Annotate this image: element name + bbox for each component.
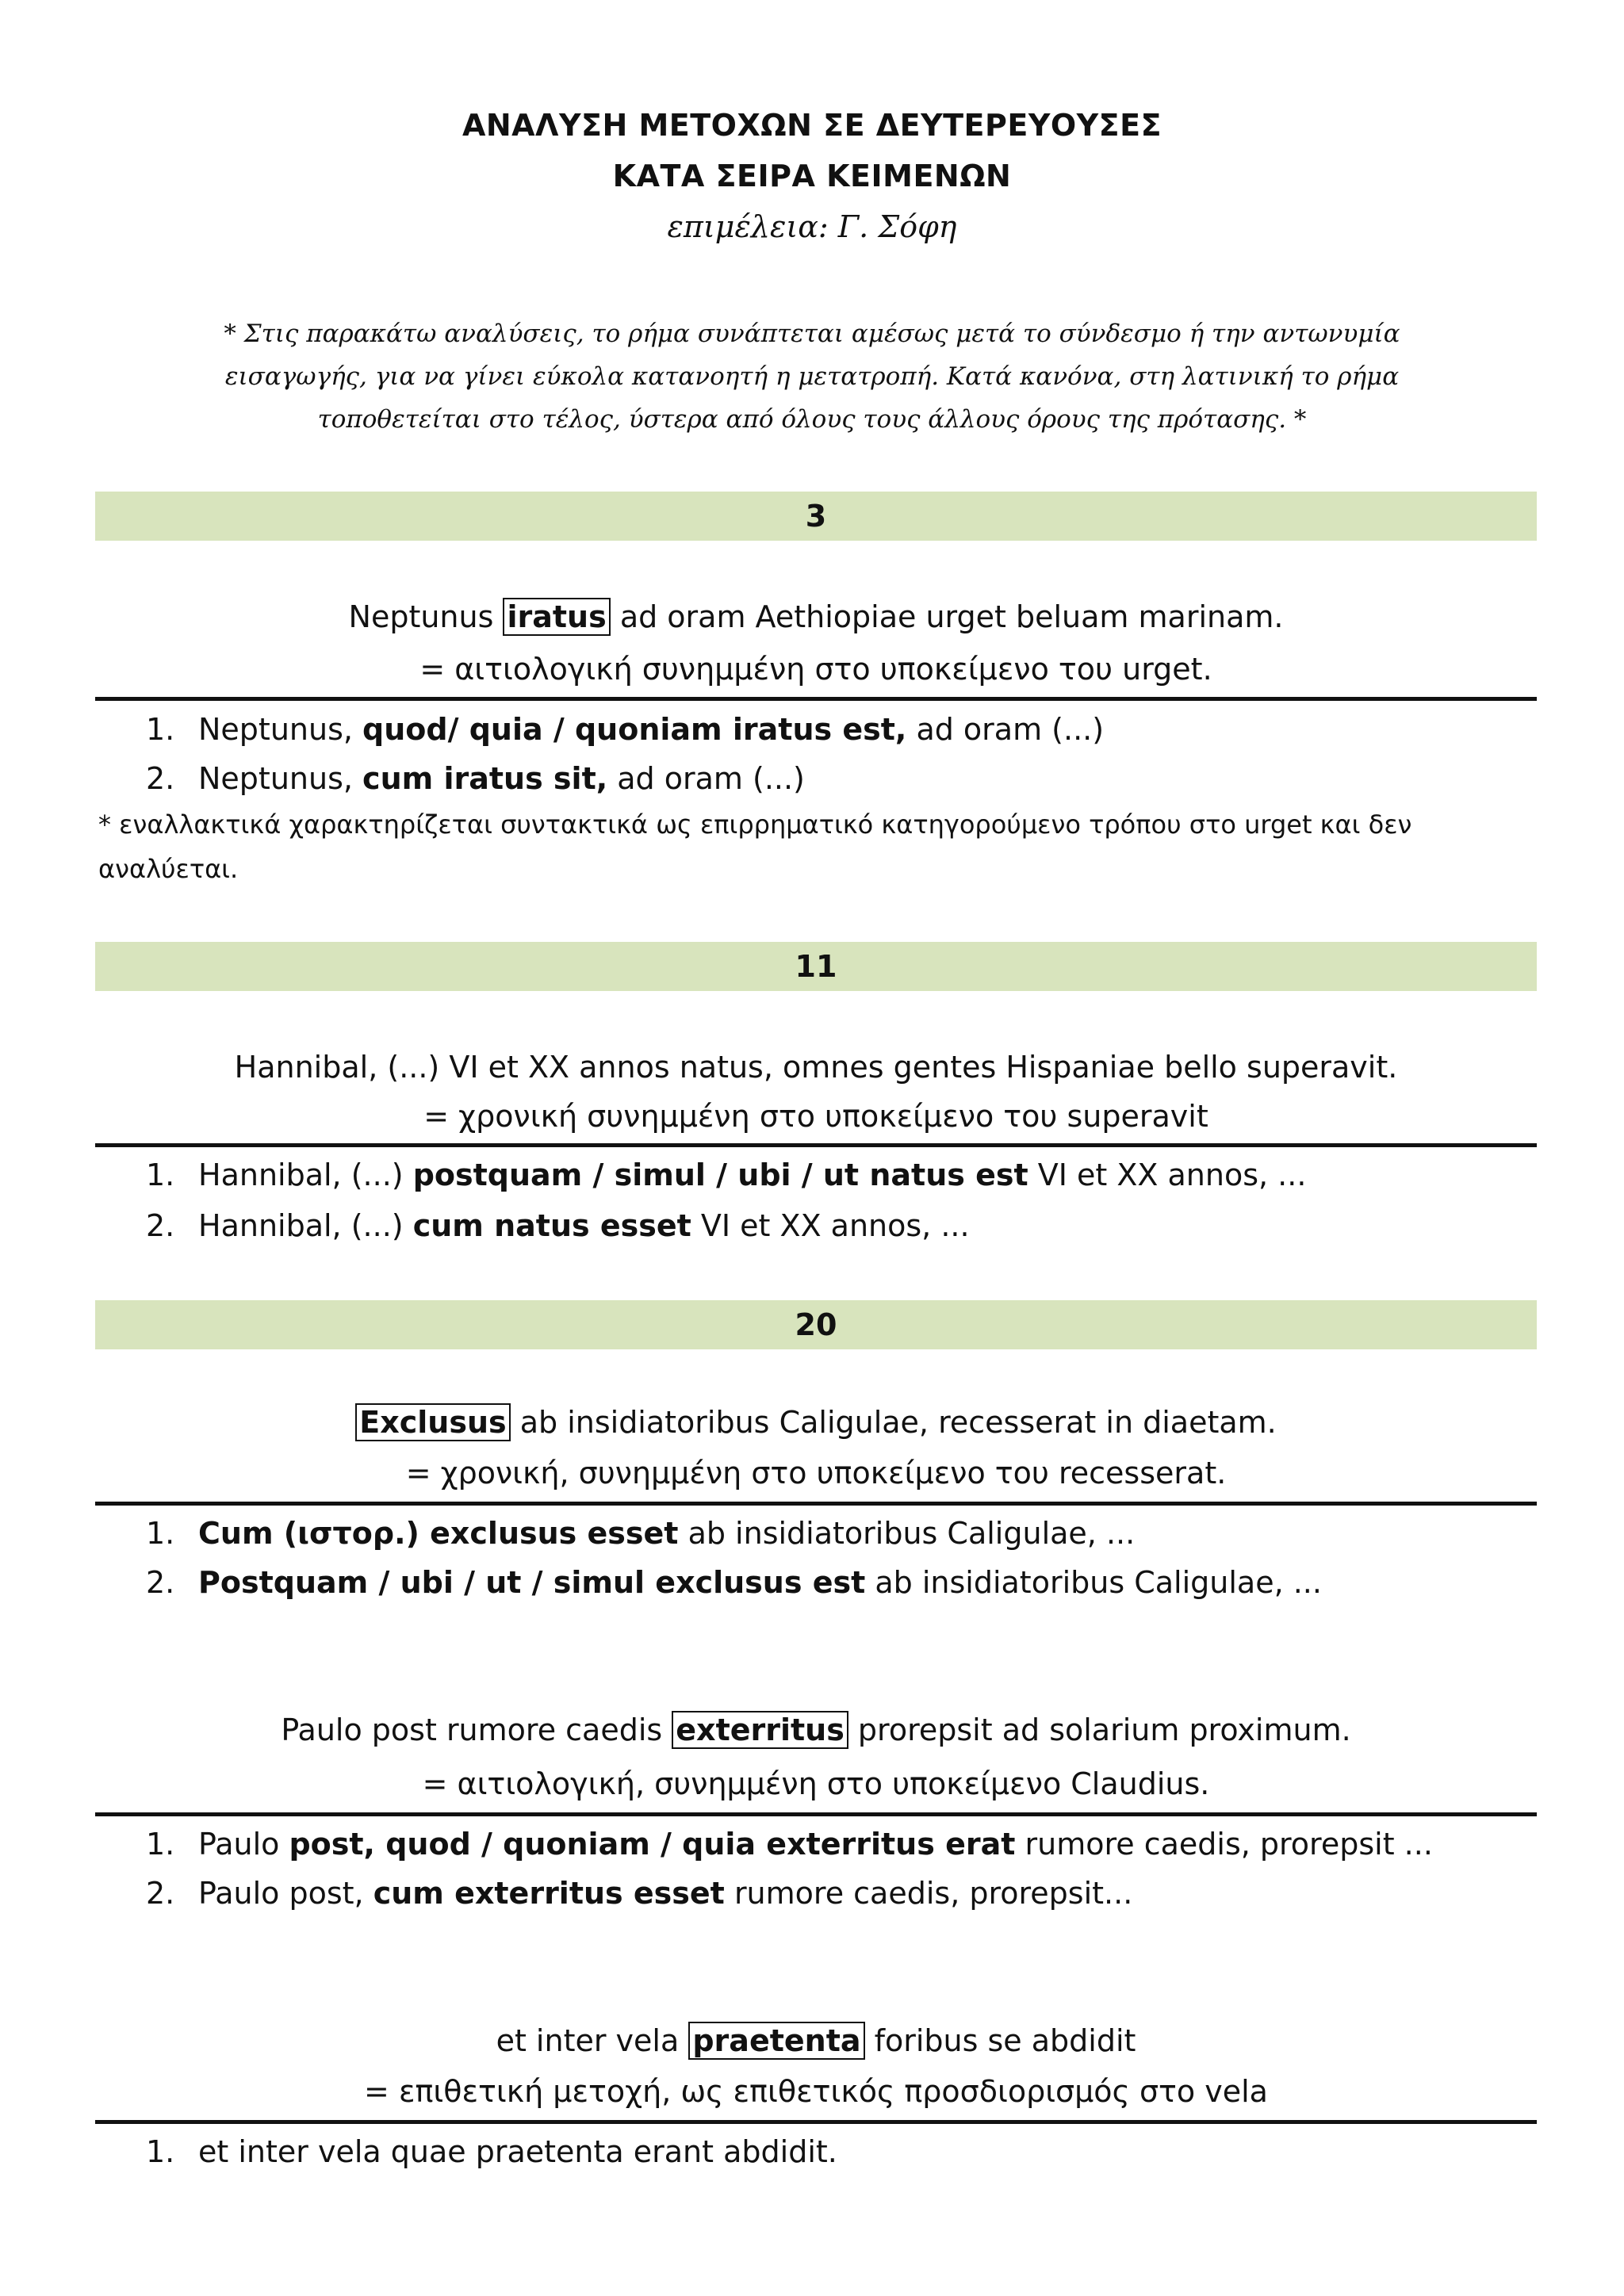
- section-header-11: 11: [95, 942, 1537, 991]
- sentence-text: foribus se abdidit: [864, 2023, 1136, 2058]
- intro-note: * Στις παρακάτω αναλύσεις, το ρήμα συνάπτεται αμέσως μετά το σύνδεσμο ή την αντωνυμία εισαγωγής, για να γίνει εύκολα κατανοητή η μετατροπή. Κατά κανόνα, στη λατινική το ρήμα τοποθετείται στο τέλος, ύστερα από όλους τους άλλους όρους της πρότασης. *: [224, 320, 1400, 434]
- latin-sentence: [95, 2020, 1537, 2061]
- list-item: 1. Cum (ιστορ.) exclusus esset ab insidiatoribus Caligulae, ...: [146, 1513, 1135, 1554]
- list-item: 2. Postquam / ubi / ut / simul exclusus est ab insidiatoribus Caligulae, ...: [146, 1562, 1322, 1603]
- item-number: 2.: [146, 1876, 175, 1911]
- latin-sentence: [95, 596, 1537, 637]
- sentence-text: ab insidiatoribus Caligulae, recesserat in diaetam.: [510, 1405, 1277, 1440]
- boxed-participle: praetenta: [688, 2022, 864, 2060]
- latin-sentence: Hannibal, (...) VI et XX annos natus, omnes gentes Hispaniae bello superavit.: [234, 1050, 1398, 1085]
- sentence-text: ad oram Aethiopiae urget beluam marinam.: [610, 599, 1284, 634]
- participle-analysis: = χρονική, συνημμένη στο υποκείμενο του recesserat.: [405, 1456, 1227, 1490]
- boxed-participle: Exclusus: [355, 1403, 510, 1441]
- participle-analysis: = χρονική συνημμένη στο υποκείμενο του superavit: [423, 1099, 1208, 1134]
- latin-sentence: [95, 1402, 1537, 1443]
- list-item: 2. Hannibal, (...) cum natus esset VI et XX annos, ...: [146, 1205, 970, 1246]
- divider: [95, 697, 1537, 701]
- divider: [95, 1143, 1537, 1147]
- list-item: 1. Hannibal, (...) postquam / simul / ubi / ut natus est VI et XX annos, ...: [146, 1154, 1306, 1196]
- item-number: 1.: [146, 1516, 175, 1551]
- participle-analysis: = αιτιολογική, συνημμένη στο υποκείμενο Claudius.: [422, 1766, 1210, 1801]
- section-header-3: 3: [95, 492, 1537, 541]
- list-item: 1. Paulo post, quod / quoniam / quia exterritus erat rumore caedis, prorepsit ...: [146, 1823, 1433, 1865]
- divider: [95, 1812, 1537, 1816]
- divider: [95, 2120, 1537, 2124]
- latin-sentence: [95, 1709, 1537, 1751]
- participle-analysis: = αιτιολογική συνημμένη στο υποκείμενο του urget.: [419, 652, 1212, 687]
- page-title-line1: ΑΝΑΛΥΣΗ ΜΕΤΟΧΩΝ ΣΕ ΔΕΥΤΕΡΕΥΟΥΣΕΣ: [462, 108, 1162, 143]
- sentence-text: prorepsit ad solarium proximum.: [848, 1712, 1351, 1747]
- footnote: * εναλλακτικά χαρακτηρίζεται συντακτικά ως επιρρηματικό κατηγορούμενο τρόπου στο urget και δεν αναλύεται.: [98, 809, 1412, 884]
- boxed-participle: iratus: [503, 598, 610, 636]
- item-number: 1.: [146, 1158, 175, 1192]
- sentence-text: et inter vela: [496, 2023, 689, 2058]
- list-item: 1. et inter vela quae praetenta erant abdidit.: [146, 2131, 837, 2172]
- item-number: 1.: [146, 1827, 175, 1862]
- item-number: 2.: [146, 1565, 175, 1600]
- list-item: 2. Paulo post, cum exterritus esset rumore caedis, prorepsit...: [146, 1873, 1132, 1914]
- item-number: 1.: [146, 2134, 175, 2169]
- list-item: 2. Neptunus, cum iratus sit, ad oram (...): [146, 758, 805, 799]
- item-number: 2.: [146, 761, 175, 796]
- item-number: 1.: [146, 712, 175, 747]
- participle-analysis: = επιθετική μετοχή, ως επιθετικός προσδιορισμός στο vela: [364, 2074, 1268, 2109]
- boxed-participle: exterritus: [672, 1711, 848, 1749]
- author-credit: επιμέλεια: Γ. Σόφη: [667, 209, 957, 244]
- divider: [95, 1502, 1537, 1506]
- section-header-20: 20: [95, 1300, 1537, 1349]
- page-title-line2: ΚΑΤΑ ΣΕΙΡΑ ΚΕΙΜΕΝΩΝ: [612, 159, 1012, 193]
- list-item: 1. Neptunus, quod/ quia / quoniam iratus est, ad oram (...): [146, 709, 1104, 750]
- item-number: 2.: [146, 1208, 175, 1243]
- sentence-text: Paulo post rumore caedis: [281, 1712, 672, 1747]
- sentence-text: Neptunus: [348, 599, 504, 634]
